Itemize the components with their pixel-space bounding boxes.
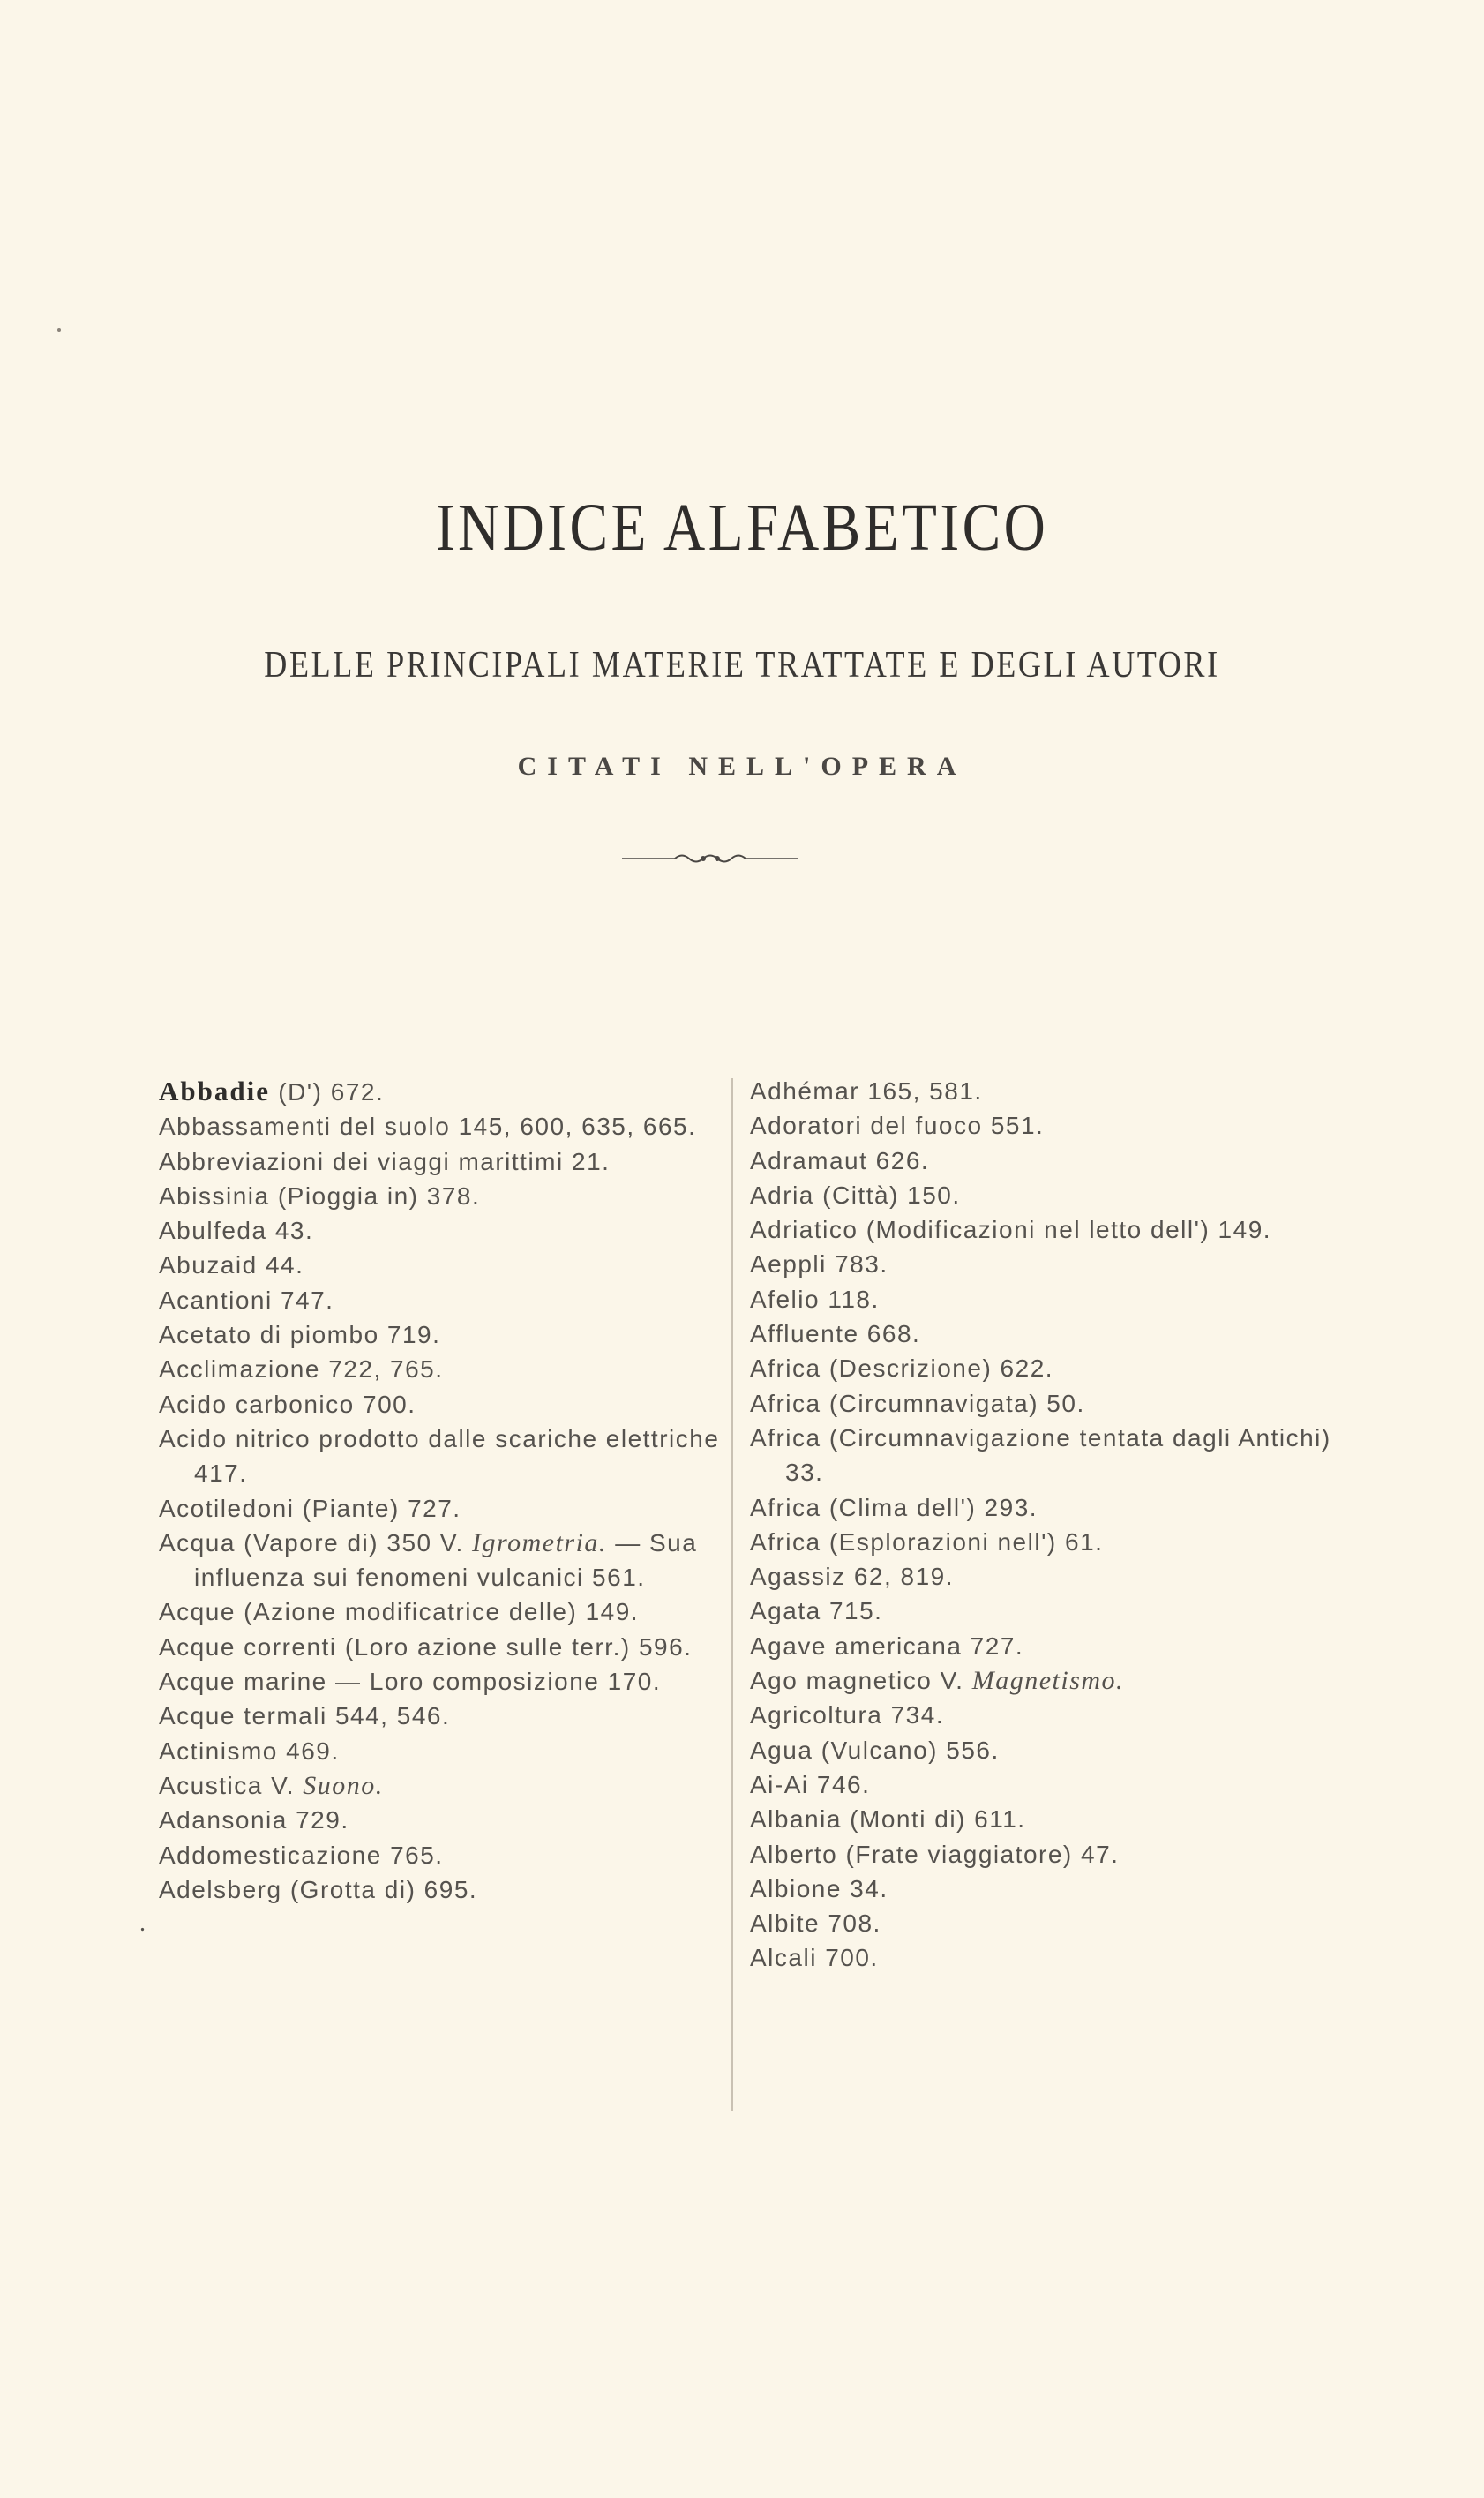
index-entry-text: Acantioni 747. [159,1286,334,1314]
index-entry [159,1803,723,1837]
index-entry [750,1698,1350,1732]
index-entry [750,1767,1350,1802]
index-entry [159,1179,723,1213]
index-entry-text: Albione 34. [750,1874,888,1902]
index-entry [750,1906,1350,1940]
index-entry [159,1699,723,1733]
index-entry-text: Africa (Descrizione) 622. [750,1354,1054,1383]
index-entry-text: Alcali 700. [750,1944,879,1972]
index-entry-text: (D') 672. [269,1078,385,1106]
index-entry [159,1144,723,1179]
margin-mark: . [139,1909,146,1937]
index-entry-text: Ago magnetico V. [750,1667,972,1695]
index-entry [750,1940,1350,1975]
index-entry-text: Africa (Circumnavigata) 50. [750,1389,1085,1417]
index-entry-text: Abbassamenti del suolo 145, 600, 635, 665. [159,1113,697,1141]
index-entry-text: Acetato di piombo 719. [159,1321,441,1349]
page-subtitle: DELLE PRINCIPALI MATERIE TRATTATE E DEGLI AUTORI [264,645,1220,686]
index-entry-text: Affluente 668. [750,1320,921,1348]
index-entry [159,1838,723,1872]
index-entry-text: Adria (Città) 150. [750,1181,961,1209]
index-entry [159,1109,723,1144]
index-entry-text: Acque correnti (Loro azione sulle terr.) 596. [159,1632,693,1661]
index-entry-text: Acque marine — Loro composizione 170. [159,1668,662,1696]
index-entry-text: Abbreviazioni dei viaggi marittimi 21. [159,1147,611,1175]
index-entry-text: Aeppli 783. [750,1250,888,1279]
index-entry [750,1663,1350,1698]
index-entry-text: Africa (Circumnavigazione tentata dagli Antichi) 33. [750,1423,1331,1487]
divider-ornament [622,850,798,867]
index-entry [750,1837,1350,1872]
index-entry-text: Albania (Monti di) 611. [750,1805,1026,1834]
index-entry [750,1144,1350,1178]
index-entry [159,1526,723,1595]
index-entry-text: Acido carbonico 700. [159,1390,416,1418]
index-entry-text: Abuzaid 44. [159,1251,304,1279]
index-entry [750,1247,1350,1281]
index-entry-text: Agave americana 727. [750,1632,1024,1660]
index-entry [750,1490,1350,1525]
index-entry [750,1108,1350,1143]
index-entry-text: Acque (Azione modificatrice delle) 149. [159,1598,640,1626]
index-entry-text: Africa (Esplorazioni nell') 61. [750,1527,1104,1556]
index-entry [750,1802,1350,1836]
index-entry-text: Ai-Ai 746. [750,1770,871,1798]
index-entry [750,1872,1350,1906]
index-entry-text: Afelio 118. [750,1285,880,1313]
index-entry-text: Acclimazione 722, 765. [159,1355,444,1384]
index-entry-text: Adhémar 165, 581. [750,1077,983,1105]
index-entry [750,1421,1350,1490]
index-entry-text: Albite 708. [750,1909,881,1938]
index-entry-text: Abulfeda 43. [159,1217,314,1245]
index-entry-headword: Abbadie [159,1076,270,1106]
index-entry [750,1733,1350,1767]
index-entry [159,1734,723,1768]
index-entry [750,1212,1350,1247]
page-subtitle-secondary: CITATI NELL'OPERA [517,752,967,781]
index-entry-text: — Sua influenza sui fenomeni vulcanici 561. [194,1528,698,1592]
index-entry-text: Agata 715. [750,1597,883,1625]
index-entry-text: Addomesticazione 765. [159,1841,444,1869]
index-entry [159,1283,723,1317]
index-entry [159,1872,723,1907]
index-column-left [159,1074,723,1907]
index-entry-text: Africa (Clima dell') 293. [750,1493,1038,1521]
index-entry-text: Acqua (Vapore di) 350 V. [159,1528,473,1557]
page-title: INDICE ALFABETICO [435,491,1049,565]
index-entry [159,1248,723,1282]
index-entry [159,1387,723,1422]
index-entry [750,1386,1350,1421]
index-entry [750,1594,1350,1628]
index-entry-crossref: Magnetismo. [971,1666,1125,1696]
index-entry [159,1213,723,1248]
index-entry-text: Adriatico (Modificazioni nel letto dell') 149. [750,1216,1272,1244]
index-entry-text: Actinismo 469. [159,1737,340,1765]
index-entry [750,1559,1350,1594]
index-entry-text: Agassiz 62, 819. [750,1563,955,1591]
index-entry-text: Acido nitrico prodotto dalle scariche elettriche 417. [159,1424,720,1488]
index-entry [750,1282,1350,1317]
column-divider [731,1078,733,2111]
index-entry-text: Agricoltura 734. [750,1701,945,1729]
index-entry-text: Adelsberg (Grotta di) 695. [159,1875,478,1903]
index-entry-text: Adramaut 626. [750,1146,930,1174]
index-entry-text: Adoratori del fuoco 551. [750,1112,1045,1140]
index-entry [750,1629,1350,1663]
index-entry-text: Agua (Vulcano) 556. [750,1736,1000,1764]
index-entry [159,1352,723,1386]
index-entry [750,1317,1350,1351]
index-column-right [750,1074,1350,1976]
index-entry [750,1178,1350,1212]
index-entry [159,1317,723,1352]
index-entry [159,1491,723,1526]
index-entry-text: Adansonia 729. [159,1806,349,1834]
index-entry [159,1768,723,1803]
index-entry [159,1630,723,1664]
index-entry [750,1525,1350,1559]
index-entry-crossref: Suono. [303,1770,384,1800]
index-entry-text: Abissinia (Pioggia in) 378. [159,1181,481,1210]
index-entry-text: Acotiledoni (Piante) 727. [159,1494,461,1522]
index-entry [750,1074,1350,1108]
index-entry [159,1594,723,1629]
index-entry [159,1422,723,1491]
index-entry [159,1664,723,1699]
index-entry-text: Acque termali 544, 546. [159,1702,451,1730]
index-entry-text: Alberto (Frate viaggiatore) 47. [750,1840,1120,1868]
index-entry-text: Acustica V. [159,1771,304,1799]
paper-speck [57,328,61,332]
index-entry [750,1351,1350,1385]
index-entry-crossref: Igrometria. [472,1527,607,1557]
index-entry [159,1074,723,1109]
